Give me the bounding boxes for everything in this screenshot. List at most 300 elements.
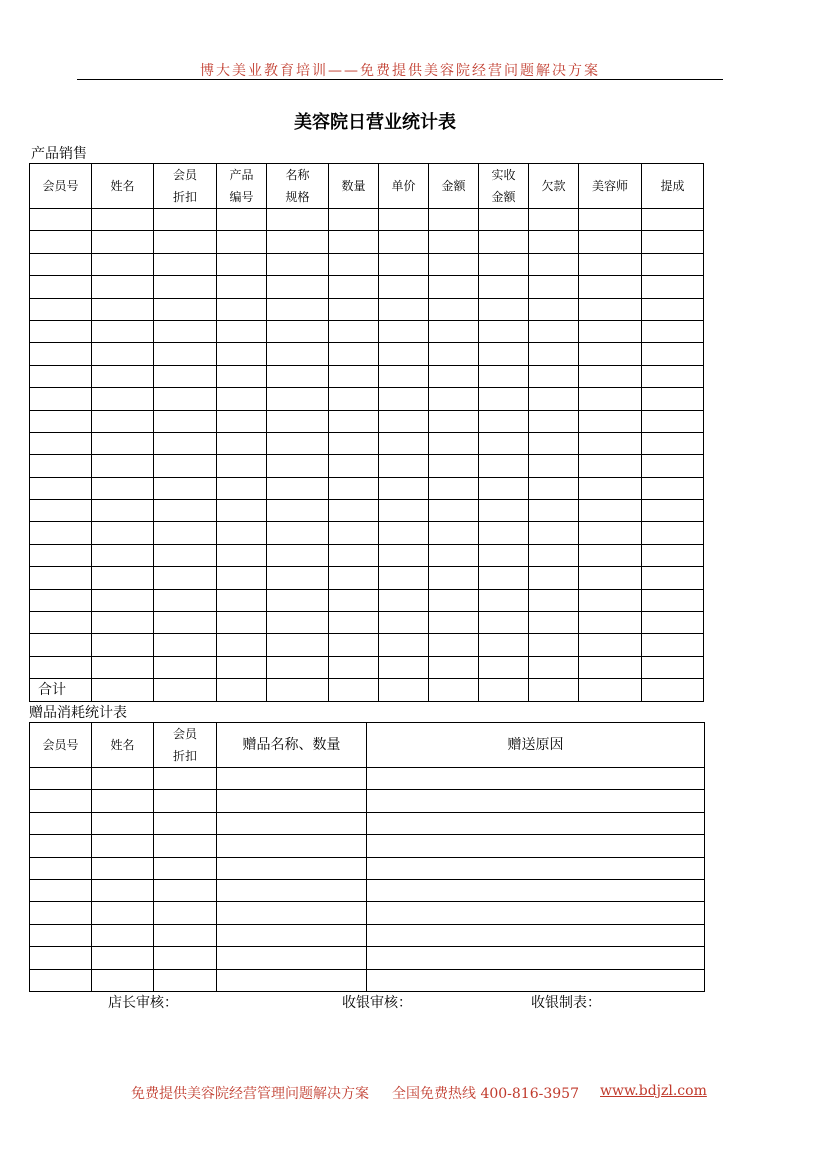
table-cell[interactable] <box>154 455 217 477</box>
table-cell[interactable] <box>367 902 705 924</box>
table-cell[interactable] <box>154 209 217 231</box>
table-cell[interactable] <box>329 477 379 499</box>
table-cell[interactable] <box>329 365 379 387</box>
table-cell[interactable] <box>267 343 329 365</box>
table-cell[interactable] <box>217 589 267 611</box>
table-cell[interactable] <box>579 500 642 522</box>
table-cell[interactable] <box>217 320 267 342</box>
table-cell[interactable] <box>30 432 92 454</box>
table-cell[interactable] <box>92 432 154 454</box>
table-cell[interactable] <box>379 522 429 544</box>
table-cell[interactable] <box>217 253 267 275</box>
table-cell[interactable] <box>642 656 704 678</box>
table-cell[interactable] <box>579 298 642 320</box>
table-cell[interactable] <box>642 500 704 522</box>
table-cell[interactable] <box>379 455 429 477</box>
table-cell[interactable] <box>30 500 92 522</box>
table-cell[interactable] <box>154 589 217 611</box>
table-cell[interactable] <box>154 812 217 834</box>
table-cell[interactable] <box>267 320 329 342</box>
table-cell[interactable] <box>267 253 329 275</box>
table-cell[interactable] <box>30 320 92 342</box>
table-cell[interactable] <box>579 432 642 454</box>
table-cell[interactable] <box>579 365 642 387</box>
table-cell[interactable] <box>30 902 92 924</box>
table-cell[interactable] <box>579 679 642 702</box>
table-cell[interactable] <box>529 679 579 702</box>
table-cell[interactable] <box>479 500 529 522</box>
table-cell[interactable] <box>579 612 642 634</box>
table-cell[interactable] <box>154 902 217 924</box>
table-cell[interactable] <box>429 500 479 522</box>
table-cell[interactable] <box>267 656 329 678</box>
table-cell[interactable] <box>329 589 379 611</box>
table-cell[interactable] <box>92 500 154 522</box>
table-cell[interactable] <box>479 276 529 298</box>
table-cell[interactable] <box>154 612 217 634</box>
table-cell[interactable] <box>267 209 329 231</box>
table-cell[interactable] <box>429 432 479 454</box>
table-cell[interactable] <box>154 477 217 499</box>
table-cell[interactable] <box>429 477 479 499</box>
table-cell[interactable] <box>479 209 529 231</box>
table-cell[interactable] <box>92 812 154 834</box>
table-cell[interactable] <box>217 276 267 298</box>
table-cell[interactable] <box>329 544 379 566</box>
table-cell[interactable] <box>329 410 379 432</box>
table-cell[interactable] <box>529 298 579 320</box>
table-cell[interactable] <box>379 500 429 522</box>
table-cell[interactable] <box>642 544 704 566</box>
table-cell[interactable] <box>479 544 529 566</box>
table-cell[interactable] <box>267 679 329 702</box>
table-cell[interactable] <box>329 612 379 634</box>
table-cell[interactable] <box>479 455 529 477</box>
table-cell[interactable] <box>367 879 705 901</box>
table-cell[interactable] <box>30 947 92 969</box>
table-cell[interactable] <box>217 477 267 499</box>
table-cell[interactable] <box>154 835 217 857</box>
table-cell[interactable] <box>267 276 329 298</box>
table-cell[interactable] <box>429 365 479 387</box>
table-cell[interactable] <box>154 679 217 702</box>
table-cell[interactable] <box>329 388 379 410</box>
table-cell[interactable] <box>30 857 92 879</box>
table-cell[interactable] <box>642 589 704 611</box>
table-cell[interactable] <box>529 209 579 231</box>
table-cell[interactable] <box>217 857 367 879</box>
table-cell[interactable] <box>529 432 579 454</box>
table-cell[interactable] <box>154 567 217 589</box>
table-cell[interactable] <box>217 679 267 702</box>
table-cell[interactable] <box>30 298 92 320</box>
table-cell[interactable] <box>92 947 154 969</box>
table-cell[interactable] <box>429 298 479 320</box>
table-cell[interactable] <box>429 567 479 589</box>
table-cell[interactable] <box>379 656 429 678</box>
table-cell[interactable] <box>479 388 529 410</box>
table-cell[interactable] <box>267 298 329 320</box>
table-cell[interactable] <box>529 589 579 611</box>
table-cell[interactable] <box>267 522 329 544</box>
table-cell[interactable] <box>217 879 367 901</box>
table-cell[interactable] <box>30 656 92 678</box>
table-cell[interactable] <box>217 902 367 924</box>
table-cell[interactable] <box>367 947 705 969</box>
table-cell[interactable] <box>329 276 379 298</box>
table-cell[interactable] <box>154 768 217 790</box>
table-cell[interactable] <box>329 231 379 253</box>
table-cell[interactable] <box>642 634 704 656</box>
table-cell[interactable] <box>379 612 429 634</box>
table-cell[interactable] <box>642 567 704 589</box>
table-cell[interactable] <box>267 432 329 454</box>
table-cell[interactable] <box>642 455 704 477</box>
table-cell[interactable] <box>329 522 379 544</box>
table-cell[interactable] <box>30 231 92 253</box>
table-cell[interactable] <box>92 634 154 656</box>
table-cell[interactable] <box>154 410 217 432</box>
table-cell[interactable] <box>529 477 579 499</box>
table-cell[interactable] <box>642 522 704 544</box>
table-cell[interactable] <box>529 388 579 410</box>
table-cell[interactable] <box>92 567 154 589</box>
table-cell[interactable] <box>92 455 154 477</box>
table-cell[interactable] <box>154 924 217 946</box>
table-cell[interactable] <box>529 253 579 275</box>
table-cell[interactable] <box>92 410 154 432</box>
table-cell[interactable] <box>92 902 154 924</box>
table-cell[interactable] <box>329 679 379 702</box>
table-cell[interactable] <box>429 343 479 365</box>
table-cell[interactable] <box>329 432 379 454</box>
table-cell[interactable] <box>92 656 154 678</box>
table-cell[interactable] <box>329 320 379 342</box>
table-cell[interactable] <box>92 924 154 946</box>
table-cell[interactable] <box>429 253 479 275</box>
table-cell[interactable] <box>379 209 429 231</box>
table-cell[interactable] <box>92 835 154 857</box>
table-cell[interactable] <box>479 634 529 656</box>
table-cell[interactable] <box>154 522 217 544</box>
table-cell[interactable] <box>217 343 267 365</box>
table-cell[interactable] <box>579 209 642 231</box>
table-cell[interactable] <box>479 589 529 611</box>
table-cell[interactable] <box>30 812 92 834</box>
table-cell[interactable] <box>529 455 579 477</box>
table-cell[interactable] <box>642 231 704 253</box>
table-cell[interactable] <box>642 388 704 410</box>
table-cell[interactable] <box>529 634 579 656</box>
table-cell[interactable] <box>642 432 704 454</box>
table-cell[interactable] <box>429 455 479 477</box>
table-cell[interactable] <box>30 634 92 656</box>
table-cell[interactable] <box>329 500 379 522</box>
table-cell[interactable] <box>579 634 642 656</box>
table-cell[interactable] <box>154 634 217 656</box>
table-cell[interactable] <box>267 388 329 410</box>
table-cell[interactable] <box>529 656 579 678</box>
table-cell[interactable] <box>217 612 267 634</box>
table-cell[interactable] <box>30 768 92 790</box>
table-cell[interactable] <box>429 612 479 634</box>
table-cell[interactable] <box>529 500 579 522</box>
table-cell[interactable] <box>92 589 154 611</box>
table-cell[interactable] <box>92 388 154 410</box>
table-cell[interactable] <box>30 365 92 387</box>
table-cell[interactable] <box>30 455 92 477</box>
table-cell[interactable] <box>379 320 429 342</box>
table-cell[interactable] <box>217 365 267 387</box>
table-cell[interactable] <box>429 522 479 544</box>
table-cell[interactable] <box>479 432 529 454</box>
table-cell[interactable] <box>217 947 367 969</box>
table-cell[interactable] <box>367 768 705 790</box>
table-cell[interactable] <box>529 320 579 342</box>
table-cell[interactable] <box>217 790 367 812</box>
table-cell[interactable] <box>429 276 479 298</box>
table-cell[interactable] <box>217 835 367 857</box>
table-cell[interactable] <box>579 477 642 499</box>
table-cell[interactable] <box>579 544 642 566</box>
table-cell[interactable] <box>217 298 267 320</box>
table-cell[interactable] <box>217 432 267 454</box>
table-cell[interactable] <box>367 790 705 812</box>
table-cell[interactable] <box>642 320 704 342</box>
table-cell[interactable] <box>267 567 329 589</box>
table-cell[interactable] <box>529 522 579 544</box>
table-cell[interactable] <box>379 634 429 656</box>
table-cell[interactable] <box>267 634 329 656</box>
table-cell[interactable] <box>92 477 154 499</box>
table-cell[interactable] <box>30 209 92 231</box>
table-cell[interactable] <box>529 343 579 365</box>
table-cell[interactable] <box>479 298 529 320</box>
table-cell[interactable] <box>30 343 92 365</box>
table-cell[interactable] <box>267 544 329 566</box>
table-cell[interactable] <box>267 455 329 477</box>
table-cell[interactable] <box>479 522 529 544</box>
table-cell[interactable] <box>642 365 704 387</box>
table-cell[interactable] <box>429 634 479 656</box>
table-cell[interactable] <box>154 544 217 566</box>
table-cell[interactable] <box>92 231 154 253</box>
table-cell[interactable] <box>217 500 267 522</box>
table-cell[interactable] <box>154 388 217 410</box>
table-cell[interactable] <box>642 276 704 298</box>
table-cell[interactable] <box>217 768 367 790</box>
table-cell[interactable] <box>579 455 642 477</box>
table-cell[interactable] <box>92 969 154 991</box>
table-cell[interactable] <box>30 835 92 857</box>
table-cell[interactable] <box>429 656 479 678</box>
table-cell[interactable] <box>379 477 429 499</box>
table-cell[interactable] <box>154 879 217 901</box>
table-cell[interactable] <box>92 522 154 544</box>
table-cell[interactable] <box>30 253 92 275</box>
table-cell[interactable] <box>217 656 267 678</box>
table-cell[interactable] <box>217 924 367 946</box>
table-cell[interactable] <box>429 410 479 432</box>
table-cell[interactable] <box>92 320 154 342</box>
table-cell[interactable] <box>329 209 379 231</box>
table-cell[interactable] <box>579 388 642 410</box>
table-cell[interactable] <box>367 924 705 946</box>
table-cell[interactable] <box>217 812 367 834</box>
table-cell[interactable] <box>92 298 154 320</box>
table-cell[interactable] <box>479 477 529 499</box>
table-cell[interactable] <box>379 679 429 702</box>
table-cell[interactable] <box>479 253 529 275</box>
table-cell[interactable] <box>217 209 267 231</box>
table-cell[interactable] <box>92 343 154 365</box>
table-cell[interactable] <box>217 410 267 432</box>
table-cell[interactable] <box>479 567 529 589</box>
table-cell[interactable] <box>642 612 704 634</box>
table-cell[interactable] <box>429 544 479 566</box>
table-cell[interactable] <box>92 612 154 634</box>
table-cell[interactable] <box>154 253 217 275</box>
table-cell[interactable] <box>154 656 217 678</box>
table-cell[interactable] <box>379 388 429 410</box>
footer-website-link[interactable]: www.bdjzl.com <box>600 1083 707 1099</box>
table-cell[interactable] <box>379 432 429 454</box>
table-cell[interactable] <box>367 835 705 857</box>
table-cell[interactable] <box>579 231 642 253</box>
table-cell[interactable] <box>479 679 529 702</box>
table-cell[interactable] <box>92 276 154 298</box>
table-cell[interactable] <box>642 298 704 320</box>
table-cell[interactable] <box>154 320 217 342</box>
table-cell[interactable] <box>30 969 92 991</box>
table-cell[interactable] <box>429 209 479 231</box>
table-cell[interactable] <box>379 410 429 432</box>
table-cell[interactable] <box>92 857 154 879</box>
table-cell[interactable] <box>529 231 579 253</box>
table-cell[interactable] <box>479 320 529 342</box>
table-cell[interactable] <box>92 209 154 231</box>
table-cell[interactable] <box>30 276 92 298</box>
table-cell[interactable] <box>267 612 329 634</box>
table-cell[interactable] <box>579 253 642 275</box>
table-cell[interactable] <box>30 388 92 410</box>
table-cell[interactable] <box>217 522 267 544</box>
table-cell[interactable] <box>92 544 154 566</box>
table-cell[interactable] <box>267 500 329 522</box>
table-cell[interactable] <box>217 388 267 410</box>
table-cell[interactable] <box>30 924 92 946</box>
table-cell[interactable] <box>379 365 429 387</box>
table-cell[interactable] <box>30 567 92 589</box>
table-cell[interactable] <box>267 589 329 611</box>
table-cell[interactable] <box>429 388 479 410</box>
table-cell[interactable] <box>479 365 529 387</box>
table-cell[interactable] <box>579 522 642 544</box>
table-cell[interactable] <box>267 365 329 387</box>
table-cell[interactable] <box>379 298 429 320</box>
table-cell[interactable] <box>529 544 579 566</box>
table-cell[interactable] <box>579 343 642 365</box>
table-cell[interactable] <box>479 612 529 634</box>
table-cell[interactable] <box>642 410 704 432</box>
table-cell[interactable] <box>154 365 217 387</box>
table-cell[interactable] <box>154 947 217 969</box>
table-cell[interactable] <box>479 343 529 365</box>
table-cell[interactable] <box>92 365 154 387</box>
table-cell[interactable] <box>154 969 217 991</box>
table-cell[interactable] <box>379 276 429 298</box>
table-cell[interactable] <box>429 589 479 611</box>
table-cell[interactable] <box>479 410 529 432</box>
table-cell[interactable] <box>379 231 429 253</box>
table-cell[interactable] <box>529 567 579 589</box>
table-cell[interactable] <box>329 298 379 320</box>
table-cell[interactable] <box>642 343 704 365</box>
table-cell[interactable] <box>154 231 217 253</box>
table-cell[interactable] <box>329 656 379 678</box>
table-cell[interactable] <box>30 589 92 611</box>
table-cell[interactable] <box>367 969 705 991</box>
table-cell[interactable] <box>642 253 704 275</box>
table-cell[interactable] <box>154 343 217 365</box>
table-cell[interactable] <box>30 522 92 544</box>
table-cell[interactable] <box>379 253 429 275</box>
table-cell[interactable] <box>642 477 704 499</box>
table-cell[interactable] <box>329 567 379 589</box>
table-cell[interactable] <box>579 276 642 298</box>
table-cell[interactable] <box>529 276 579 298</box>
table-cell[interactable] <box>217 969 367 991</box>
table-cell[interactable] <box>579 589 642 611</box>
table-cell[interactable] <box>267 410 329 432</box>
table-cell[interactable] <box>154 790 217 812</box>
table-cell[interactable] <box>329 343 379 365</box>
table-cell[interactable] <box>154 500 217 522</box>
table-cell[interactable] <box>329 455 379 477</box>
table-cell[interactable] <box>329 634 379 656</box>
table-cell[interactable] <box>217 634 267 656</box>
table-cell[interactable] <box>30 410 92 432</box>
table-cell[interactable] <box>379 589 429 611</box>
table-cell[interactable] <box>579 656 642 678</box>
table-cell[interactable] <box>30 544 92 566</box>
table-cell[interactable] <box>367 812 705 834</box>
table-cell[interactable] <box>379 343 429 365</box>
table-cell[interactable] <box>30 879 92 901</box>
table-cell[interactable] <box>217 231 267 253</box>
table-cell[interactable] <box>579 320 642 342</box>
table-cell[interactable] <box>579 567 642 589</box>
table-cell[interactable] <box>529 410 579 432</box>
table-cell[interactable] <box>529 365 579 387</box>
table-cell[interactable] <box>642 679 704 702</box>
table-cell[interactable] <box>479 231 529 253</box>
table-cell[interactable] <box>429 320 479 342</box>
table-cell[interactable] <box>154 432 217 454</box>
table-cell[interactable] <box>579 410 642 432</box>
table-cell[interactable] <box>529 612 579 634</box>
table-cell[interactable] <box>379 567 429 589</box>
table-cell[interactable] <box>429 231 479 253</box>
table-cell[interactable] <box>92 879 154 901</box>
table-cell[interactable] <box>267 231 329 253</box>
table-cell[interactable] <box>154 857 217 879</box>
table-cell[interactable] <box>329 253 379 275</box>
table-cell[interactable] <box>217 567 267 589</box>
table-cell[interactable] <box>642 209 704 231</box>
table-cell[interactable] <box>154 276 217 298</box>
table-cell[interactable] <box>217 455 267 477</box>
